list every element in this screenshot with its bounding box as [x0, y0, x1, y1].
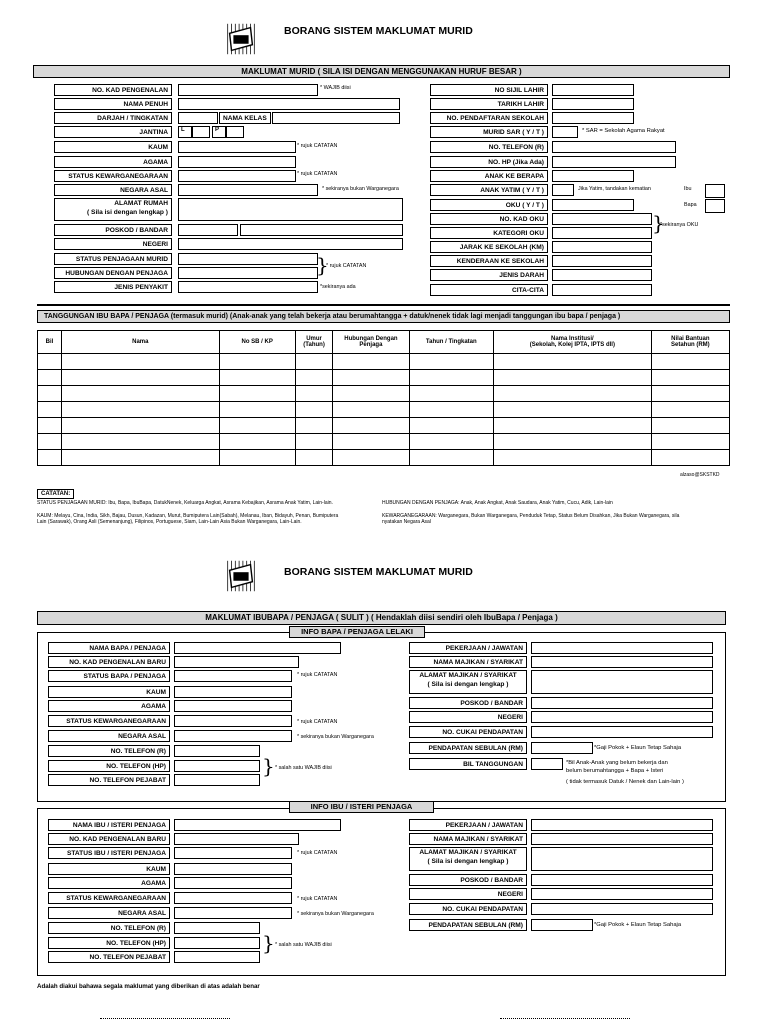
note-rujuk-status: * rujuk CATATAN [297, 171, 338, 177]
table-row [38, 402, 730, 418]
table-cell[interactable] [333, 402, 409, 418]
page-title: BORANG SISTEM MAKLUMAT MURID [284, 25, 473, 37]
table-cell[interactable] [333, 434, 409, 450]
student-field-input[interactable] [552, 84, 634, 96]
declaration-text: Adalah diakui bahawa segala maklumat yang diberikan di atas adalah benar [37, 983, 260, 990]
parent-field-label: PEKERJAAN / JAWATAN [409, 642, 527, 654]
note-salah-satu: * salah satu WAJIB diisi [275, 765, 332, 771]
parent-field-input[interactable] [531, 697, 713, 709]
parent-field-label: BIL TANGGUNGAN [409, 758, 527, 770]
student-field-input[interactable] [552, 255, 652, 267]
note-gaji: *Gaji Pokok + Elaun Tetap Sahaja [594, 745, 682, 751]
student-field-label: KENDERAAN KE SEKOLAH [430, 255, 548, 267]
student-field-input[interactable] [552, 141, 676, 153]
parent-field-label: NO. TELEFON PEJABAT [48, 774, 170, 786]
student-field-input[interactable] [178, 253, 318, 265]
student-field-input[interactable] [178, 156, 296, 168]
parent-field-input[interactable] [174, 847, 292, 859]
student-field-input[interactable] [178, 184, 318, 196]
table-cell[interactable] [62, 434, 220, 450]
table-header-cell: Hubungan Dengan Penjaga [333, 331, 409, 354]
ibu-death-box[interactable] [705, 184, 725, 198]
table-cell[interactable] [38, 434, 62, 450]
table-cell[interactable] [409, 354, 494, 370]
parent-field-input[interactable] [531, 656, 713, 668]
student-field-input[interactable] [178, 238, 403, 250]
student-field-input[interactable] [178, 98, 400, 110]
brace-oku-icon: } [652, 211, 665, 235]
parent-field-input[interactable] [174, 863, 292, 875]
table-cell[interactable] [651, 370, 729, 386]
jantina-p-box[interactable]: P [212, 126, 226, 138]
note-yatim: Jika Yatim, tandakan kematian [578, 186, 651, 192]
parent-field-label: NO. CUKAI PENDAPATAN [409, 903, 527, 915]
bapa-death-box[interactable] [705, 199, 725, 213]
table-cell[interactable] [651, 402, 729, 418]
table-cell[interactable] [295, 370, 333, 386]
note-sar: * SAR = Sekolah Agama Rakyat [582, 128, 665, 134]
table-cell[interactable] [409, 418, 494, 434]
parent-field-label: NO. KAD PENGENALAN BARU [48, 833, 170, 845]
signature-line [100, 1018, 230, 1019]
parent-field-label: AGAMA [48, 877, 170, 889]
table-cell[interactable] [38, 370, 62, 386]
table-cell[interactable] [494, 418, 652, 434]
parent-field-label: PEKERJAAN / JAWATAN [409, 819, 527, 831]
table-cell[interactable] [295, 450, 333, 466]
school-logo-icon [222, 20, 260, 58]
parent-field-label: NO. TELEFON (HP) [48, 937, 170, 949]
student-field-label: NO. HP (Jika Ada) [430, 156, 548, 168]
student-field-input[interactable] [552, 199, 634, 211]
catatan-left [37, 500, 377, 526]
table-cell[interactable] [651, 434, 729, 450]
table-cell[interactable] [409, 402, 494, 418]
parent-field-label: NO. TELEFON (R) [48, 745, 170, 757]
table-cell[interactable] [494, 354, 652, 370]
table-cell[interactable] [295, 434, 333, 450]
parent-field-input[interactable] [174, 951, 260, 963]
table-cell[interactable] [295, 386, 333, 402]
table-cell[interactable] [333, 450, 409, 466]
table-cell[interactable] [62, 386, 220, 402]
note-rujuk: * rujuk CATATAN [297, 719, 338, 725]
table-cell[interactable] [219, 402, 295, 418]
parent-field-label: NEGARA ASAL [48, 730, 170, 742]
note-sekiranya-ada: *sekiranya ada [320, 284, 356, 290]
parent-field-input[interactable] [531, 847, 713, 871]
student-field-label: NEGARA ASAL [54, 184, 172, 196]
parent-field-input[interactable] [174, 907, 292, 919]
table-cell[interactable] [494, 386, 652, 402]
table-cell[interactable] [409, 370, 494, 386]
table-cell[interactable] [409, 450, 494, 466]
note-rujuk-kaum: * rujuk CATATAN [297, 143, 338, 149]
ibu-label: Ibu [684, 186, 692, 192]
student-field-label: STATUS PENJAGAAN MURID [54, 253, 172, 265]
table-row [38, 354, 730, 370]
table-cell[interactable] [219, 386, 295, 402]
student-field-label: DARJAH / TINGKATAN [54, 112, 172, 124]
parent-field-input[interactable] [531, 833, 713, 845]
parent-field-input[interactable] [531, 903, 713, 915]
parent-field-input[interactable] [174, 833, 299, 845]
note-salah-satu: * salah satu WAJIB diisi [275, 942, 332, 948]
brace-icon: } [262, 754, 275, 778]
student-field-input[interactable] [552, 241, 652, 253]
parent-field-input[interactable] [531, 888, 713, 900]
note-rujuk: * rujuk CATATAN [297, 672, 338, 678]
note-rujuk: * rujuk CATATAN [297, 850, 338, 856]
student-field-label: ALAMAT RUMAH ( Sila isi dengan lengkap ) [54, 198, 172, 221]
catatan-right-line: nyatakan Negara Asal [382, 519, 431, 525]
tanggungan-table [37, 330, 730, 466]
parent-field-label: NO. KAD PENGENALAN BARU [48, 656, 170, 668]
table-row [38, 370, 730, 386]
table-cell[interactable] [409, 434, 494, 450]
student-field-label: JANTINA [54, 126, 172, 138]
catatan-title: CATATAN: [37, 489, 74, 499]
student-field-input[interactable] [178, 198, 403, 221]
student-field-input[interactable] [552, 98, 634, 110]
nama-kelas-label: NAMA KELAS [219, 112, 271, 124]
student-field-label: NEGERI [54, 238, 172, 250]
student-field-label: NO. PENDAFTARAN SEKOLAH [430, 112, 548, 124]
parent-field-input[interactable] [174, 656, 299, 668]
student-field-input[interactable] [552, 184, 574, 196]
student-field-input[interactable] [178, 281, 318, 293]
student-field-input[interactable] [178, 84, 318, 96]
table-cell[interactable] [219, 434, 295, 450]
jantina-l-box[interactable]: L [178, 126, 192, 138]
parent-field-label: PENDAPATAN SEBULAN (RM) [409, 742, 527, 754]
student-field-label: NO. KAD OKU [430, 213, 548, 225]
parent-field-input[interactable] [174, 730, 292, 742]
parent-field-label: PENDAPATAN SEBULAN (RM) [409, 919, 527, 931]
parent-field-label: NAMA MAJIKAN / SYARIKAT [409, 833, 527, 845]
catatan-right-line: KEWARGANEGARAAN: Warganegara, Bukan Warganegara, Penduduk Tetap, Status Belum Disahkan, Jika Bukan Warganegara, sila [382, 512, 680, 519]
table-header-cell: Nama Institusi/ (Sekolah, Kolej IPTA, IPTS dll) [494, 331, 652, 354]
student-field-label: JENIS DARAH [430, 269, 548, 281]
student-field-label: JARAK KE SEKOLAH (KM) [430, 241, 548, 253]
note-bil3: ( tidak termasuk Datuk / Nenek dan Lain-lain ) [566, 779, 684, 785]
parent-field-label: NO. TELEFON (R) [48, 922, 170, 934]
parent-field-input[interactable] [174, 922, 260, 934]
table-cell[interactable] [295, 418, 333, 434]
parent-field-label: NAMA BAPA / PENJAGA [48, 642, 170, 654]
table-cell[interactable] [494, 450, 652, 466]
parent-field-input[interactable] [531, 742, 593, 754]
table-cell[interactable] [333, 418, 409, 434]
table-cell[interactable] [651, 418, 729, 434]
student-field-input[interactable] [178, 112, 218, 124]
credit-text: alzaso@SKSTKD [680, 472, 720, 478]
table-cell[interactable] [494, 434, 652, 450]
table-cell[interactable] [651, 354, 729, 370]
student-field-input[interactable] [552, 284, 652, 296]
bandar-input[interactable] [240, 224, 403, 236]
parent-field-label: KAUM [48, 686, 170, 698]
section-band-murid: MAKLUMAT MURID ( SILA ISI DENGAN MENGGUNAKAN HURUF BESAR ) [33, 65, 730, 78]
table-row [38, 434, 730, 450]
note-gaji: *Gaji Pokok + Elaun Tetap Sahaja [594, 922, 682, 928]
student-field-input[interactable] [552, 170, 634, 182]
parent-field-input[interactable] [174, 774, 260, 786]
parent-field-input[interactable] [531, 726, 713, 738]
student-field-label: KATEGORI OKU [430, 227, 548, 239]
section-band-ibubapa: MAKLUMAT IBUBAPA / PENJAGA ( SULIT ) ( Hendaklah diisi sendiri oleh IbuBapa / Penjaga ) [37, 611, 726, 625]
table-cell[interactable] [219, 354, 295, 370]
parent-field-label: ALAMAT MAJIKAN / SYARIKAT ( Sila isi dengan lengkap ) [409, 847, 527, 871]
table-cell[interactable] [219, 370, 295, 386]
student-field-input[interactable] [552, 112, 634, 124]
parent-field-label: ALAMAT MAJIKAN / SYARIKAT ( Sila isi dengan lengkap ) [409, 670, 527, 694]
student-field-input[interactable] [552, 213, 652, 225]
parent-field-input[interactable] [531, 642, 713, 654]
parent-field-label: POSKOD / BANDAR [409, 874, 527, 886]
student-field-label: POSKOD / BANDAR [54, 224, 172, 236]
student-field-label: JENIS PENYAKIT [54, 281, 172, 293]
tanggungan-band: TANGGUNGAN IBU BAPA / PENJAGA (termasuk murid) (Anak-anak yang telah bekerja atau berumahtangga + datuk/nenek tidak lagi menjadi tanggungan ibu bapa / penjaga ) [37, 310, 730, 323]
brace-icon: } [316, 253, 329, 277]
parent-field-label: NO. TELEFON (HP) [48, 760, 170, 772]
student-field-label: NO. TELEFON (R) [430, 141, 548, 153]
table-row [38, 386, 730, 402]
parent-field-input[interactable] [531, 758, 563, 770]
student-field-input[interactable] [178, 267, 318, 279]
jantina-p-check[interactable] [226, 126, 244, 138]
table-header-cell: Nama [62, 331, 220, 354]
parent-field-input[interactable] [174, 686, 292, 698]
catatan-left-line: KAUM: Melayu, Cina, India, Sikh, Bajau, Dusun, Kadazan, Murut, Bumiputera Lain(Sabah), Melanau, Iban, Bidayuh, Penan, Bumiputera [37, 512, 339, 519]
table-cell[interactable] [38, 418, 62, 434]
date-line [500, 1018, 630, 1019]
parent-field-label: NEGERI [409, 711, 527, 723]
student-field-label: NAMA PENUH [54, 98, 172, 110]
student-field-label: ANAK KE BERAPA [430, 170, 548, 182]
student-field-input[interactable] [552, 227, 652, 239]
parent-field-label: POSKOD / BANDAR [409, 697, 527, 709]
parent-field-input[interactable] [174, 877, 292, 889]
parent-field-input[interactable] [174, 745, 260, 757]
table-cell[interactable] [494, 370, 652, 386]
student-field-label: MURID SAR ( Y / T ) [430, 126, 548, 138]
table-cell[interactable] [62, 418, 220, 434]
table-header-cell: Bil [38, 331, 62, 354]
note-sekiranya-oku: *sekiranya OKU [660, 222, 699, 228]
table-cell[interactable] [38, 450, 62, 466]
table-cell[interactable] [38, 402, 62, 418]
parent-field-input[interactable] [174, 760, 260, 772]
parent-field-label: KAUM [48, 863, 170, 875]
parent-field-label: NEGERI [409, 888, 527, 900]
parent-field-label: AGAMA [48, 700, 170, 712]
parent-field-input[interactable] [531, 670, 713, 694]
bapa-section-title: INFO BAPA / PENJAGA LELAKI [289, 626, 425, 638]
parent-field-input[interactable] [531, 919, 593, 931]
note-sekiranya-bukan: * sekiranya bukan Warganegara [297, 734, 374, 740]
student-field-label: NO SIJIL LAHIR [430, 84, 548, 96]
parent-field-label: STATUS KEWARGANEGARAAN [48, 715, 170, 727]
ibu-section-title: INFO IBU / ISTERI PENJAGA [289, 801, 434, 813]
note-rujuk-penjagaan: * rujuk CATATAN [326, 263, 367, 269]
table-cell[interactable] [219, 418, 295, 434]
parent-field-label: STATUS KEWARGANEGARAAN [48, 892, 170, 904]
parent-field-input[interactable] [174, 642, 341, 654]
table-cell[interactable] [295, 354, 333, 370]
note-sekiranya-bukan: * sekiranya bukan Warganegara [297, 911, 374, 917]
student-field-label: STATUS KEWARGANEGARAAN [54, 170, 172, 182]
table-cell[interactable] [494, 402, 652, 418]
catatan-left-line: Lain (Sarawak), Orang Asli (Semenanjung), Filipinos, Portuguese, Siam, Lain-Lain Asia Bukan Warganegara, Lain-Lain. [37, 519, 302, 525]
brace-icon: } [262, 931, 275, 955]
parent-field-input[interactable] [174, 715, 292, 727]
jantina-l-check[interactable] [192, 126, 210, 138]
table-cell[interactable] [38, 354, 62, 370]
student-field-label: NO. KAD PENGENALAN [54, 84, 172, 96]
catatan-left-line: STATUS PENJAGAAN MURID: Ibu, Bapa, IbuBapa, DatukNenek, Keluarga Angkat, Asrama Kebajikan, Asrama Anak Yatim, Lain-lain. [37, 500, 333, 506]
catatan-right-line: HUBUNGAN DENGAN PENJAGA: Anak, Anak Angkat, Anak Saudara, Anak Yatim, Cucu, Adik, Lain-lain [382, 500, 613, 506]
note-rujuk: * rujuk CATATAN [297, 896, 338, 902]
parent-field-input[interactable] [174, 892, 292, 904]
student-field-input[interactable] [178, 224, 238, 236]
parent-field-input[interactable] [174, 670, 292, 682]
table-row [38, 450, 730, 466]
note-wajib: * WAJIB diisi [320, 85, 351, 91]
parent-field-label: NO. TELEFON PEJABAT [48, 951, 170, 963]
student-field-label: CITA-CITA [430, 284, 548, 296]
divider [37, 304, 730, 306]
parent-field-input[interactable] [174, 700, 292, 712]
table-cell[interactable] [333, 370, 409, 386]
parent-field-label: NEGARA ASAL [48, 907, 170, 919]
nama-kelas-field[interactable] [272, 112, 400, 124]
parent-field-input[interactable] [531, 819, 713, 831]
parent-field-input[interactable] [531, 874, 713, 886]
table-header-cell: Tahun / Tingkatan [409, 331, 494, 354]
table-cell[interactable] [62, 450, 220, 466]
parent-field-label: NAMA MAJIKAN / SYARIKAT [409, 656, 527, 668]
table-header-cell: No SB / KP [219, 331, 295, 354]
catatan-right [382, 500, 732, 526]
parent-field-input[interactable] [174, 937, 260, 949]
student-field-label: HUBUNGAN DENGAN PENJAGA [54, 267, 172, 279]
parent-field-input[interactable] [174, 819, 341, 831]
table-header-cell: Nilai Bantuan Setahun (RM) [651, 331, 729, 354]
student-field-label: KAUM [54, 141, 172, 153]
parent-field-label: STATUS IBU / ISTERI PENJAGA [48, 847, 170, 859]
table-cell[interactable] [295, 402, 333, 418]
student-field-input[interactable] [552, 156, 676, 168]
student-field-label: ANAK YATIM ( Y / T ) [430, 184, 548, 196]
note-sekiranya-bukan: * sekiranya bukan Warganegara [322, 186, 399, 192]
bapa-label: Bapa [684, 202, 697, 208]
table-cell[interactable] [219, 450, 295, 466]
student-field-label: OKU ( Y / T ) [430, 199, 548, 211]
page-title: BORANG SISTEM MAKLUMAT MURID [284, 566, 473, 578]
student-field-label: AGAMA [54, 156, 172, 168]
table-cell[interactable] [62, 354, 220, 370]
student-field-input[interactable] [552, 126, 578, 138]
parent-field-input[interactable] [531, 711, 713, 723]
parent-field-label: NO. CUKAI PENDAPATAN [409, 726, 527, 738]
note-bil2: belum berumahtangga + Bapa + Isteri [566, 768, 664, 774]
parent-field-label: STATUS BAPA / PENJAGA [48, 670, 170, 682]
table-row [38, 418, 730, 434]
student-field-input[interactable] [552, 269, 652, 281]
student-field-input[interactable] [178, 170, 296, 182]
table-cell[interactable] [333, 386, 409, 402]
table-header-cell: Umur (Tahun) [295, 331, 333, 354]
student-field-label: TARIKH LAHIR [430, 98, 548, 110]
table-cell[interactable] [62, 370, 220, 386]
table-cell[interactable] [62, 402, 220, 418]
note-bil1: *Bil Anak-Anak yang belum bekerja dan [566, 760, 668, 766]
parent-field-label: NAMA IBU / ISTERI PENJAGA [48, 819, 170, 831]
table-cell[interactable] [651, 386, 729, 402]
school-logo-icon [222, 557, 260, 595]
table-cell[interactable] [409, 386, 494, 402]
table-cell[interactable] [651, 450, 729, 466]
table-cell[interactable] [38, 386, 62, 402]
student-field-input[interactable] [178, 141, 296, 153]
table-cell[interactable] [333, 354, 409, 370]
